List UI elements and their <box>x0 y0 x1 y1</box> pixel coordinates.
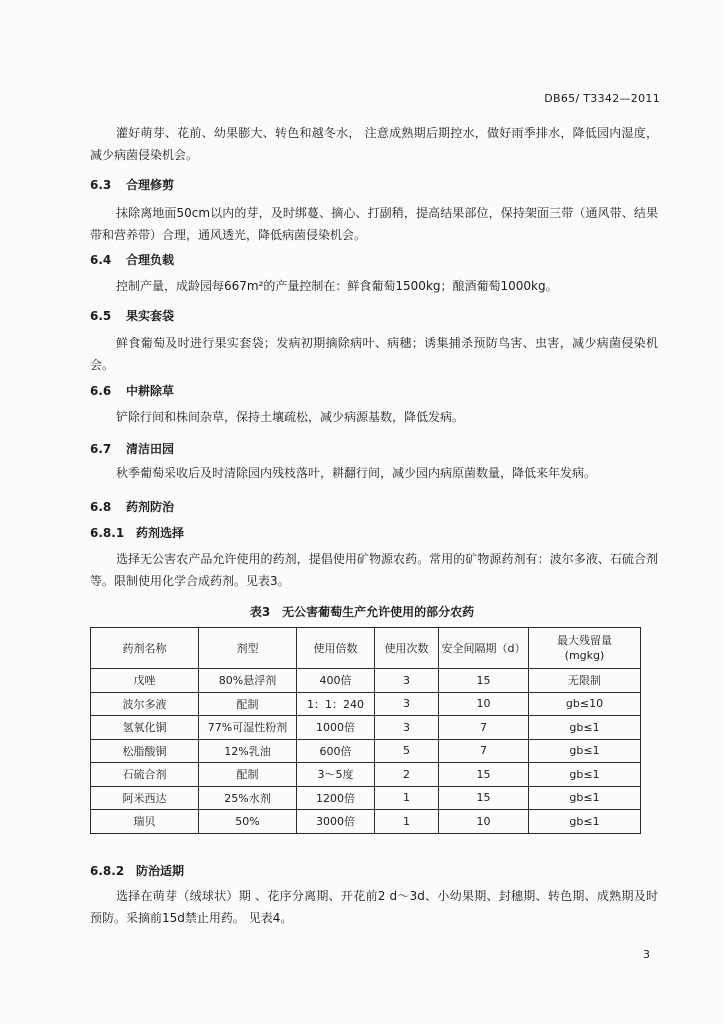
table-cell: 2 <box>375 763 439 787</box>
table-cell: gb≤10 <box>529 692 641 716</box>
table-cell: 阿米西达 <box>91 786 199 810</box>
table-cell: 10 <box>439 810 529 834</box>
table-cell: gb≤1 <box>529 763 641 787</box>
table-row <box>91 669 641 693</box>
table-cell: 12%乳油 <box>199 739 297 763</box>
subsection-body-6-8-2: 选择在萌芽（绒球状）期 、花序分离期、开花前2 d～3d、小幼果期、封穗期、转色期、成熟期及时预防。采摘前15d禁止用药。 见表4。 <box>90 889 658 925</box>
subsection-title: 药剂选择 <box>136 526 185 540</box>
table-cell: 瑞贝 <box>91 810 199 834</box>
column-header <box>529 628 641 669</box>
column-header: 使用次数 <box>375 628 439 669</box>
table-row <box>91 739 641 763</box>
table-cell: gb≤1 <box>529 786 641 810</box>
subsection-number: 6.8.2 <box>90 864 125 878</box>
section-number: 6.6 <box>90 384 112 398</box>
subsection-heading-6-8-2 <box>90 862 184 879</box>
section-body-6-7: 秋季葡萄采收后及时清除园内残枝落叶，耕翻行间，减少园内病原菌数量，降低来年发病。 <box>116 466 597 480</box>
table-cell: 1：1：240 <box>297 692 375 716</box>
column-header: 使用倍数 <box>297 628 375 669</box>
table-cell: 3000倍 <box>297 810 375 834</box>
table-cell: 50% <box>199 810 297 834</box>
table-cell: 3～5度 <box>297 763 375 787</box>
section-heading-6-5 <box>90 307 174 324</box>
section-title: 果实套袋 <box>126 309 175 323</box>
table-cell: 配制 <box>199 763 297 787</box>
table-cell: 600倍 <box>297 739 375 763</box>
table-row <box>91 810 641 834</box>
table-cell: 石硫合剂 <box>91 763 199 787</box>
section-body-6-3: 抹除离地面50cm以内的芽，及时绑蔓、摘心、打副稍，提高结果部位，保持架面三带（通风带、结果带和营养带）合理，通风透光，降低病菌侵染机会。 <box>90 206 658 242</box>
pesticide-table <box>90 627 640 834</box>
table-row <box>91 786 641 810</box>
section-heading-6-8 <box>90 498 174 515</box>
table-row <box>91 763 641 787</box>
section-number: 6.7 <box>90 442 112 456</box>
section-title: 合理修剪 <box>126 178 175 192</box>
section-heading-6-6 <box>90 382 174 399</box>
subsection-title: 防治适期 <box>136 864 185 878</box>
table-cell: 3 <box>375 716 439 740</box>
table-cell: 400倍 <box>297 669 375 693</box>
table-header-row <box>91 628 641 669</box>
intro-paragraph: 灌好萌芽、花前、幼果膨大、转色和越冬水， 注意成熟期后期控水，做好雨季排水，降低园内湿度，减少病菌侵染机会。 <box>90 126 658 162</box>
table-cell: 7 <box>439 716 529 740</box>
column-header: 剂型 <box>199 628 297 669</box>
table-cell: 1000倍 <box>297 716 375 740</box>
table-cell: 25%水剂 <box>199 786 297 810</box>
subsection-heading-6-8-1 <box>90 524 184 541</box>
table-cell: 1 <box>375 810 439 834</box>
document-code: DB65/ T3342—2011 <box>544 92 660 105</box>
column-header: 药剂名称 <box>91 628 199 669</box>
table-cell: 80%悬浮剂 <box>199 669 297 693</box>
section-title: 清洁田园 <box>126 442 175 456</box>
section-body-6-4: 控制产量，成龄园每667m²的产量控制在：鲜食葡萄1500kg；酿酒葡萄1000kg。 <box>116 279 558 293</box>
section-title: 合理负载 <box>126 253 175 267</box>
table-cell: gb≤1 <box>529 810 641 834</box>
table-cell: 波尔多液 <box>91 692 199 716</box>
section-body-6-5: 鲜食葡萄及时进行果实套袋；发病初期摘除病叶、病穗；诱集捕杀预防鸟害、虫害，减少病菌侵染机会。 <box>90 336 658 372</box>
page-number: 3 <box>643 948 650 961</box>
table-cell: 7 <box>439 739 529 763</box>
section-number: 6.3 <box>90 178 112 192</box>
section-number: 6.8 <box>90 500 112 514</box>
subsection-number: 6.8.1 <box>90 526 125 540</box>
table-cell: 戊唑 <box>91 669 199 693</box>
section-number: 6.4 <box>90 253 112 267</box>
table-cell: 配制 <box>199 692 297 716</box>
table-cell: 15 <box>439 786 529 810</box>
table-cell: 氢氧化铜 <box>91 716 199 740</box>
section-number: 6.5 <box>90 309 112 323</box>
table-cell: 3 <box>375 692 439 716</box>
table-cell: 5 <box>375 739 439 763</box>
section-heading-6-3 <box>90 176 174 193</box>
table-cell: gb≤1 <box>529 716 641 740</box>
section-heading-6-7 <box>90 440 174 457</box>
table-cell: gb≤1 <box>529 739 641 763</box>
section-body-6-6: 铲除行间和株间杂草，保持土壤疏松，减少病源基数，降低发病。 <box>116 410 465 424</box>
table-cell: 15 <box>439 669 529 693</box>
subsection-body-6-8-1: 选择无公害农产品允许使用的药剂，提倡使用矿物源农药。常用的矿物源药剂有：波尔多液、石硫合剂等。限制使用化学合成药剂。见表3。 <box>90 552 658 588</box>
table-cell: 10 <box>439 692 529 716</box>
table-cell: 无限制 <box>529 669 641 693</box>
table-cell: 77%可湿性粉剂 <box>199 716 297 740</box>
section-title: 中耕除草 <box>126 384 175 398</box>
table-cell: 15 <box>439 763 529 787</box>
table-cell: 松脂酸铜 <box>91 739 199 763</box>
table-row <box>91 716 641 740</box>
column-header-line: (mgkg) <box>564 649 605 662</box>
column-header: 安全间隔期（d） <box>439 628 529 669</box>
table-cell: 1 <box>375 786 439 810</box>
section-title: 药剂防治 <box>126 500 175 514</box>
column-header-line: 最大残留量 <box>557 634 612 647</box>
table-cell: 3 <box>375 669 439 693</box>
table-cell: 1200倍 <box>297 786 375 810</box>
table-row <box>91 692 641 716</box>
table-title: 表3 无公害葡萄生产允许使用的部分农药 <box>249 605 475 619</box>
section-heading-6-4 <box>90 251 174 268</box>
